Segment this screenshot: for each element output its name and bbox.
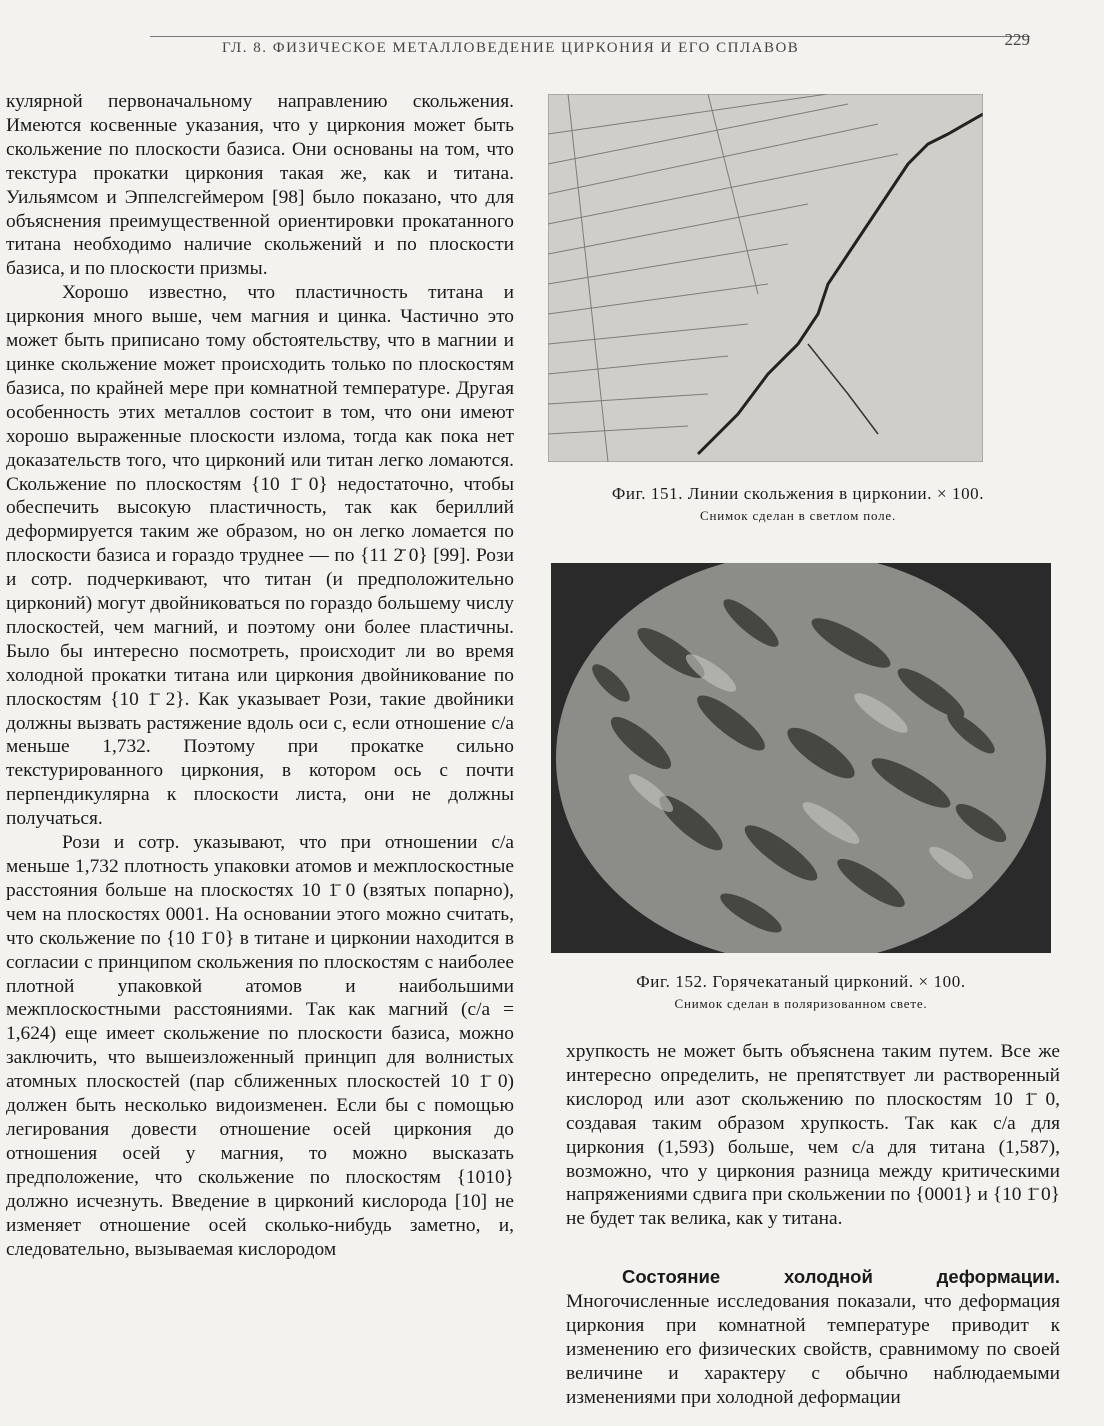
section-paragraph: [566, 1265, 1060, 1409]
section-text: Многочисленные исследования показали, что деформация циркония при комнатной температуре приводит к изменению его физических свойств, сравнимому по своей величине и характеру с обычно наблюдаемыми изменениями при холодной деформации: [566, 1291, 1060, 1408]
figure-151-note: Снимок сделан в светлом поле.: [699, 508, 897, 523]
page-number: 229: [1004, 30, 1030, 49]
paragraph-1: кулярной первоначальному направлению скольжения. Имеются косвенные указания, что у циркония может быть скольжение по плоскости базиса. Они основаны на том, что текстура прокатки циркония такая же, как и титана. Уильямсом и Эппелсгеймером [98] было показано, что для объяснения преимущественной ориентировки прокатанного титана необходимо наличие скольжений и по плоскости базиса, и по плоскости призмы.: [6, 91, 514, 280]
figure-152-micrograph: [551, 563, 1051, 953]
left-column: [6, 90, 514, 1261]
page-header: [150, 30, 1030, 56]
running-head: ГЛ. 8. ФИЗИЧЕСКОЕ МЕТАЛЛОВЕДЕНИЕ ЦИРКОНИЯ И ЕГО СПЛАВОВ: [222, 40, 800, 56]
figure-152-note: Снимок сделан в поляризованном свете.: [674, 996, 928, 1011]
section-heading: Состояние холодной деформации.: [622, 1266, 1060, 1288]
figure-152-caption: [551, 972, 1051, 1012]
figure-152-title: Фиг. 152. Горячекатаный цирконий. × 100.: [636, 972, 966, 991]
slip-lines-image: [548, 94, 983, 462]
paragraph-3: Рози и сотр. указывают, что при отношении c/a меньше 1,732 плотность упаковки атомов и межплоскостные расстояния больше на плоскостях 10 1̄ 0 (взятых попарно), чем на плоскостях 0001. На основании этого можно считать, что скольжение по {10 1̄ 0} в титане и цирконии находится в согласии с принципом скольжения по плоскостям с наиболее плотной упаковкой атомов и наибольшими межплоскостными расстояниями. Так как магний (c/a = 1,624) еще имеет скольжение по плоскости базиса, можно заключить, что вышеизложенный принцип для волнистых атомных плоскостей (пар сближенных плоскостей 10 1̄ 0) должен быть несколько видоизменен. Если бы с помощью легирования довести отношение осей циркония до отношения осей у магния, то можно высказать предположение, что скольжение по плоскостям {1010} должно исчезнуть. Введение в цирконий кислорода [10] не изменяет отношение осей сколько-нибудь заметно, и, следовательно, вызываемая кислородом: [6, 832, 514, 1260]
figure-151-micrograph: [548, 94, 983, 462]
figure-151-title: Фиг. 151. Линии скольжения в цирконии. × 100.: [611, 484, 985, 503]
paragraph-2: Хорошо известно, что пластичность титана и циркония много выше, чем магния и цинка. Частично это может быть приписано тому обстоятельству, что в магнии и цинке скольжение может происходить только по плоскостям базиса, по крайней мере при комнатной температуре. Другая особенность этих металлов состоит в том, что они имеют хорошо выраженные плоскости излома, тогда как пока нет доказательств того, что цирконий или титан легко ломаются. Скольжение по плоскостям {10 1̄ 0} недостаточно, чтобы обеспечить высокую пластичность, так как бериллий деформируется таким же образом, но он легко ломается по плоскости базиса и гораздо труднее — по {11 2̄ 0} [99]. Рози и сотр. подчеркивают, что титан (и предположительно цирконий) могут двойниковаться по гораздо большему числу плоскостей, чем магний, и поэтому они более пластичны. Было бы интересно посмотреть, происходит ли во время холодной прокатки титана или циркония двойникование по плоскостям {10 1̄ 2}. Как указывает Рози, такие двойники должны вызвать растяжение вдоль оси c, если отношение c/a меньше 1,732. Поэтому при прокатке сильно текстурированного циркония, в котором ось c почти перпендикулярна к плоскости листа, они не должны получаться.: [6, 282, 514, 830]
continuation-paragraph: хрупкость не может быть объяснена таким путем. Все же интересно определить, не препятствует ли растворенный кислород или азот скольжению по плоскостям 10 1̄ 0, создавая таким образом хрупкость. Так как c/a для циркония (1,593) больше, чем c/a для титана (1,587), возможно, что у циркония разница между критическими напряжениями сдвига при скольжении по {0001} и {10 1̄ 0} не будет так велика, как у титана.: [566, 1041, 1060, 1230]
hot-rolled-zirconium-image: [551, 563, 1051, 953]
right-column: [566, 1040, 1060, 1410]
figure-151-caption: [548, 484, 1048, 524]
